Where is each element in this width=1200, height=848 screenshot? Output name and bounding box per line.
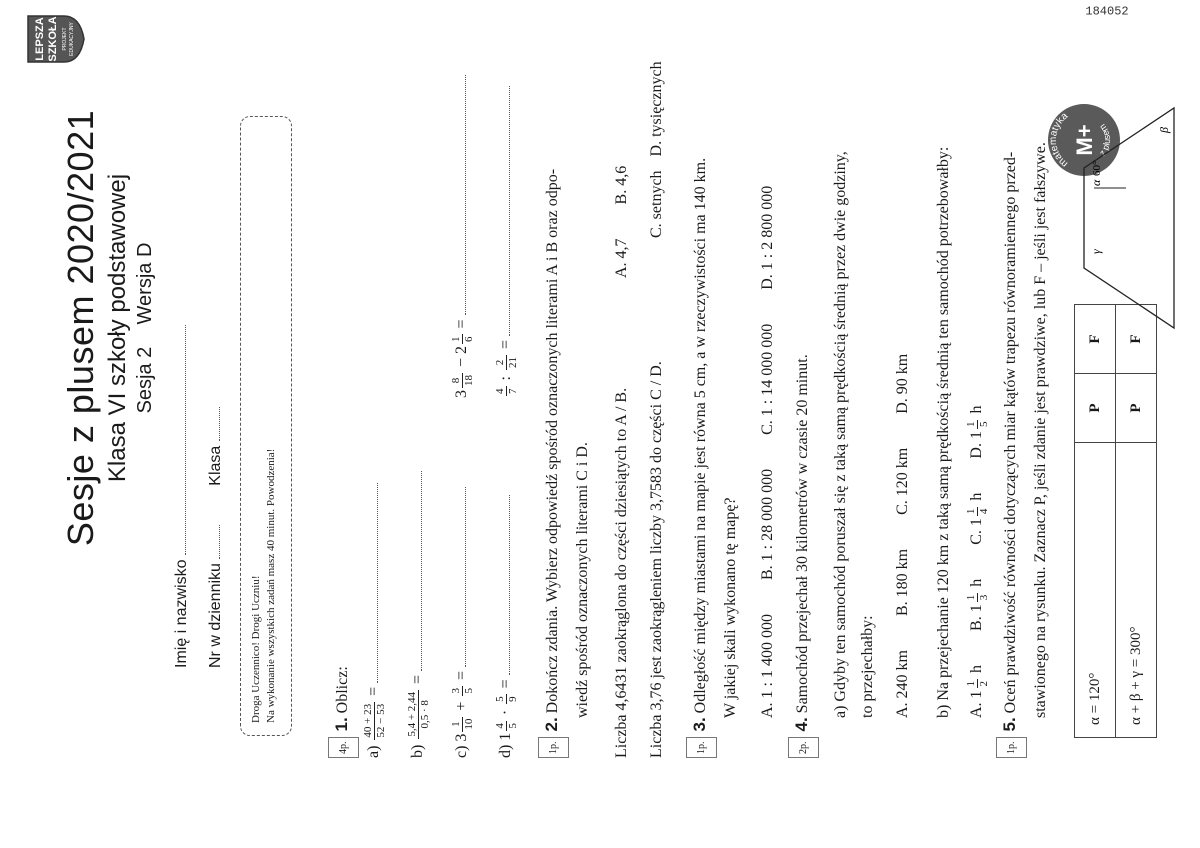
class-label: Klasa	[207, 445, 224, 486]
fraction: 1 10	[449, 718, 475, 730]
answer-blank[interactable]	[497, 495, 510, 675]
item-label: d)	[497, 744, 514, 758]
prompt-line: Oceń prawdziwość równości dotyczących miar kątów trapezu równoramiennego przed-	[1002, 151, 1020, 714]
task-1f[interactable]	[492, 86, 519, 398]
task-2	[538, 28, 670, 758]
fraction: 40 + 23 52 − 53	[361, 703, 387, 738]
part-a-prompt: to przejechałby:	[859, 615, 876, 718]
prompt-line: wiedź spośród oznaczonych literami C i D.	[574, 442, 591, 718]
option-b[interactable]: B. 4,6	[613, 165, 630, 205]
answer-blank[interactable]	[453, 487, 466, 667]
option-a[interactable]: A. 1 : 1 400 000	[759, 614, 776, 718]
operator: −	[453, 357, 470, 367]
task-1c[interactable]	[448, 487, 475, 758]
task-2-prompt	[538, 28, 569, 758]
option-b[interactable]: B. 1 : 28 000 000	[759, 468, 776, 580]
task-4a-options	[889, 18, 916, 758]
points-badge: 1p.	[996, 738, 1027, 759]
true-false-table	[1074, 304, 1157, 738]
option-a[interactable]: A. 240 km	[894, 650, 911, 718]
whole-part: 3	[453, 733, 470, 742]
equals-sign: =	[497, 679, 514, 689]
prompt-line: Samochód przejechał 30 kilometrów w czasie 20 minut.	[794, 354, 812, 714]
task-1-header	[328, 38, 359, 758]
true-option[interactable]: P	[1075, 374, 1116, 443]
sentence-text: Liczba 3,76 jest zaokrągleniem liczby 3,7583 do części C / D.	[648, 361, 665, 758]
option-c[interactable]: C. setnych	[648, 170, 665, 238]
item-label: a)	[365, 745, 382, 758]
class-blank[interactable]	[219, 407, 220, 441]
task-3-prompt	[686, 18, 717, 758]
session-number: Sesja 2	[134, 346, 156, 414]
task-4b-options	[963, 18, 990, 758]
session-label	[134, 108, 157, 548]
page-title: Sesje z plusem 2020/2021	[60, 109, 101, 547]
student-notice	[240, 116, 292, 736]
name-blank[interactable]	[185, 325, 186, 555]
fraction: 5,4 + 2,44 0,5 · 8	[405, 691, 431, 737]
equals-sign: =	[497, 340, 514, 350]
fraction: 4 7	[493, 388, 519, 394]
equals-sign: =	[409, 674, 426, 684]
diary-blank[interactable]	[219, 525, 220, 559]
task-2-sentence-2[interactable]	[643, 28, 670, 758]
task-number: 1.	[332, 717, 352, 732]
svg-text:M+: M+	[1072, 124, 1097, 156]
prompt-line: Odległość między miastami na mapie jest równa 5 cm, a w rzeczywistości ma 140 km.	[692, 157, 710, 714]
option-c[interactable]: C. 1 : 14 000 000	[759, 323, 776, 435]
diary-number-field[interactable]	[207, 407, 225, 668]
option-c[interactable]: C. 120 km	[894, 447, 911, 515]
task-5-prompt	[996, 0, 1027, 758]
fraction: 3 5	[449, 688, 475, 694]
answer-blank[interactable]	[497, 86, 510, 336]
angle-60: 60°	[1091, 160, 1103, 176]
points-badge: 2p.	[788, 738, 819, 759]
trapezoid-figure	[1074, 98, 1184, 338]
prompt-line: stawionego na rysunku. Zaznacz P, jeśli zdanie jest prawdziwe, lub F – jeśli jest fałszywe.	[1032, 142, 1049, 718]
option-a[interactable]: A. 1 1 2 h	[964, 664, 990, 718]
equals-sign: =	[453, 671, 470, 681]
option-a[interactable]: A. 4,7	[613, 238, 630, 278]
task-1d[interactable]	[492, 495, 519, 758]
version-label: Wersja D	[134, 242, 156, 325]
operator: +	[453, 701, 470, 711]
prompt-line: Dokończ zdania. Wybierz odpowiedź spośród oznaczonych literami A i B oraz odpo-	[544, 168, 562, 714]
option-b[interactable]: B. 180 km	[894, 548, 911, 616]
points-badge: 1p.	[538, 738, 569, 759]
equals-sign: =	[453, 319, 470, 329]
trapezoid-shape	[1084, 108, 1174, 328]
svg-text:LEPSZA: LEPSZA	[34, 17, 46, 61]
task-number: 4.	[792, 717, 812, 732]
lepsza-szkola-logo	[24, 12, 86, 66]
table-row	[1075, 305, 1116, 738]
answer-blank[interactable]	[365, 483, 378, 683]
operator: ·	[497, 709, 514, 716]
task-5	[996, 0, 1054, 758]
prompt-line: W jakiej skali wykonano tę mapę?	[722, 497, 739, 718]
option-d[interactable]: D. 1 : 2 800 000	[759, 185, 776, 290]
points-badge: 4p.	[328, 738, 359, 759]
task-1b[interactable]	[404, 471, 431, 758]
fraction: 4 5	[493, 723, 519, 729]
operator: :	[497, 376, 514, 381]
equation-cell: α + β + γ = 300°	[1116, 443, 1157, 738]
fraction: 1 6	[449, 336, 475, 342]
svg-text:matematyka: matematyka	[1047, 110, 1071, 170]
angle-gamma: γ	[1089, 249, 1103, 254]
notice-greeting: Droga Uczennico! Drogi Uczniu!	[250, 575, 262, 723]
task-4	[788, 18, 990, 758]
diary-label: Nr w dzienniku	[207, 563, 224, 668]
option-d[interactable]: D. 1 1 5 h	[964, 405, 990, 459]
part-b-prompt: b) Na przejechanie 120 km z taką samą prędkością średnią ten samochód potrzebowałby:	[935, 146, 952, 718]
task-1	[328, 38, 359, 758]
option-b[interactable]: B. 1 1 3 h	[964, 578, 990, 631]
whole-part: 1	[497, 732, 514, 741]
page-subtitle: Klasa VI szkoły podstawowej	[104, 173, 131, 483]
angle-alpha: α	[1089, 179, 1103, 186]
equals-sign: =	[365, 686, 382, 696]
fraction: 2 21	[493, 357, 519, 369]
item-label: b)	[409, 744, 426, 758]
task-1e[interactable]	[448, 75, 475, 398]
true-option[interactable]: P	[1116, 374, 1157, 443]
notice-time: Na wykonanie wszystkich zadań masz 40 minut. Powodzenia!	[265, 448, 277, 723]
whole-part: 2	[453, 345, 470, 354]
name-field[interactable]	[173, 325, 191, 668]
angle-beta: β	[1157, 127, 1171, 133]
task-2-sentence-1[interactable]	[608, 28, 635, 758]
svg-text:z plusem: z plusem	[1097, 122, 1113, 158]
item-label: c)	[453, 745, 470, 758]
equation-cell: α = 120°	[1075, 443, 1116, 738]
serial-number: 184052	[1085, 4, 1129, 19]
task-number: 5.	[1000, 717, 1020, 732]
task-number: 2.	[542, 717, 562, 732]
whole-part: 3	[453, 390, 470, 398]
sentence-text: Liczba 4,6431 zaokrąglona do części dziesiątych to A / B.	[613, 387, 630, 758]
option-c[interactable]: C. 1 1 4 h	[964, 492, 990, 545]
svg-text:PROJEKT: PROJEKT	[62, 27, 68, 51]
task-prompt: Oblicz:	[334, 666, 352, 714]
fraction: 8 18	[449, 375, 475, 386]
svg-text:SZKOŁA: SZKOŁA	[47, 16, 59, 62]
points-badge: 1p.	[686, 738, 717, 759]
task-3-options	[754, 18, 781, 758]
svg-text:EDUKACYJNY: EDUKACYJNY	[69, 22, 75, 56]
option-d[interactable]: D. tysięcznych	[648, 61, 665, 157]
answer-blank[interactable]	[453, 75, 466, 315]
fraction: 5 9	[493, 696, 519, 702]
task-number: 3.	[690, 717, 710, 732]
option-d[interactable]: D. 90 km	[894, 353, 911, 414]
name-label: Imię i nazwisko	[173, 559, 190, 668]
false-option[interactable]: F	[1116, 305, 1157, 374]
table-row	[1116, 305, 1157, 738]
task-3	[686, 18, 781, 758]
answer-blank[interactable]	[409, 471, 422, 671]
task-1a[interactable]	[360, 483, 387, 758]
task-4-prompt	[788, 18, 819, 758]
part-a-prompt: a) Gdyby ten samochód poruszał się z taką samą prędkością średnią przez dwie godziny,	[832, 151, 849, 718]
false-option[interactable]: F	[1075, 305, 1116, 374]
